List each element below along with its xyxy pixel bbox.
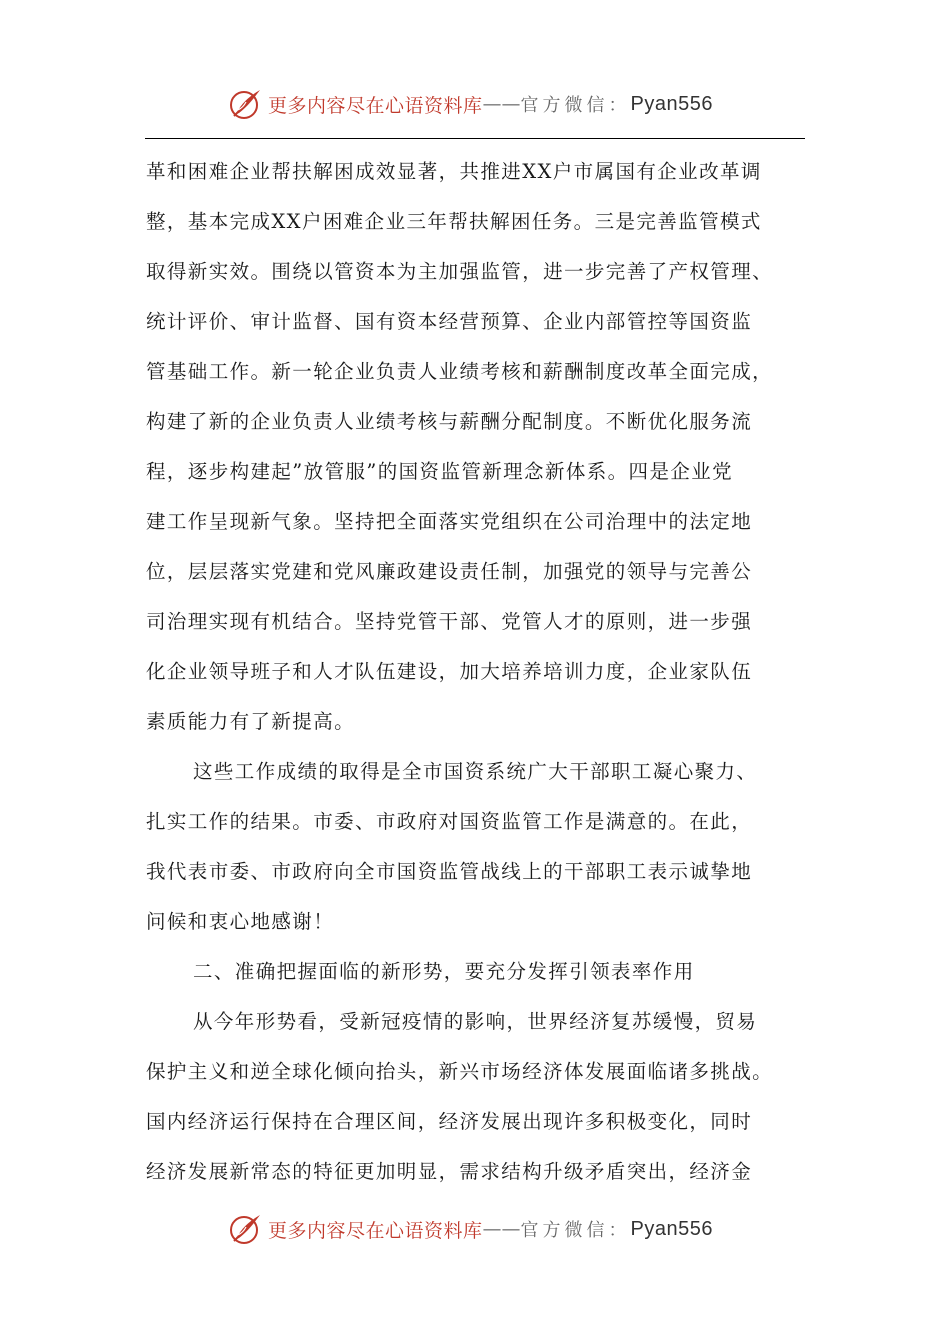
header-wechat-id: Pyan556: [630, 92, 713, 115]
header-brand-text: 更多内容尽在心语资料库: [268, 94, 483, 117]
header-wechat-label: 官方微信：: [520, 95, 631, 116]
text-line: 二、准确把握面临的新形势，要充分发挥引领表率作用: [193, 960, 695, 983]
text-line: 从今年形势看，受新冠疫情的影响，世界经济复苏缓慢，贸易: [193, 1010, 758, 1033]
footer-separator: ——: [482, 1218, 521, 1240]
header-separator: ——: [482, 93, 521, 115]
text-line: 程，逐步构建起”放管服”的国资监管新理念新体系。四是企业党: [146, 460, 734, 483]
text-line: 保护主义和逆全球化倾向抬头，新兴市场经济体发展面临诸多挑战。: [146, 1060, 774, 1083]
document-body: [146, 147, 821, 1197]
text-line: 革和困难企业帮扶解困成效显著，共推进XX户市属国有企业改革调: [146, 160, 762, 183]
text-line: 管基础工作。新一轮企业负责人业绩考核和薪酬制度改革全面完成，: [146, 360, 774, 383]
text-line: 整，基本完成XX户困难企业三年帮扶解困任务。三是完善监管模式: [146, 210, 762, 233]
footer-banner[interactable]: [228, 1209, 713, 1249]
text-line: 素质能力有了新提高。: [146, 710, 356, 733]
header-divider: [145, 138, 805, 139]
text-line: 经济发展新常态的特征更加明显，需求结构升级矛盾突出，经济金: [146, 1160, 753, 1183]
text-line: 我代表市委、市政府向全市国资监管战线上的干部职工表示诚挚地: [146, 860, 753, 883]
text-line: 统计评价、审计监督、国有资本经营预算、企业内部管控等国资监: [146, 310, 753, 333]
quill-logo-icon: [228, 1211, 264, 1247]
text-line: 化企业领导班子和人才队伍建设，加大培养培训力度，企业家队伍: [146, 660, 753, 683]
text-line: 司治理实现有机结合。坚持党管干部、党管人才的原则，进一步强: [146, 610, 753, 633]
footer-brand-text: 更多内容尽在心语资料库: [268, 1219, 483, 1242]
text-line: 扎实工作的结果。市委、市政府对国资监管工作是满意的。在此，: [146, 810, 753, 833]
footer-wechat-id: Pyan556: [630, 1217, 713, 1240]
footer-wechat-label: 官方微信：: [520, 1220, 631, 1241]
text-line: 问候和衷心地感谢！: [146, 910, 335, 933]
text-line: 位，层层落实党建和党风廉政建设责任制，加强党的领导与完善公: [146, 560, 753, 583]
text-line: 构建了新的企业负责人业绩考核与薪酬分配制度。不断优化服务流: [146, 410, 753, 433]
text-line: 国内经济运行保持在合理区间，经济发展出现许多积极变化，同时: [146, 1110, 753, 1133]
quill-logo-icon: [228, 86, 264, 122]
text-line: 这些工作成绩的取得是全市国资系统广大干部职工凝心聚力、: [193, 760, 758, 783]
text-line: 建工作呈现新气象。坚持把全面落实党组织在公司治理中的法定地: [146, 510, 753, 533]
text-line: 取得新实效。围绕以管资本为主加强监管，进一步完善了产权管理、: [146, 260, 774, 283]
header-banner[interactable]: [228, 84, 713, 124]
